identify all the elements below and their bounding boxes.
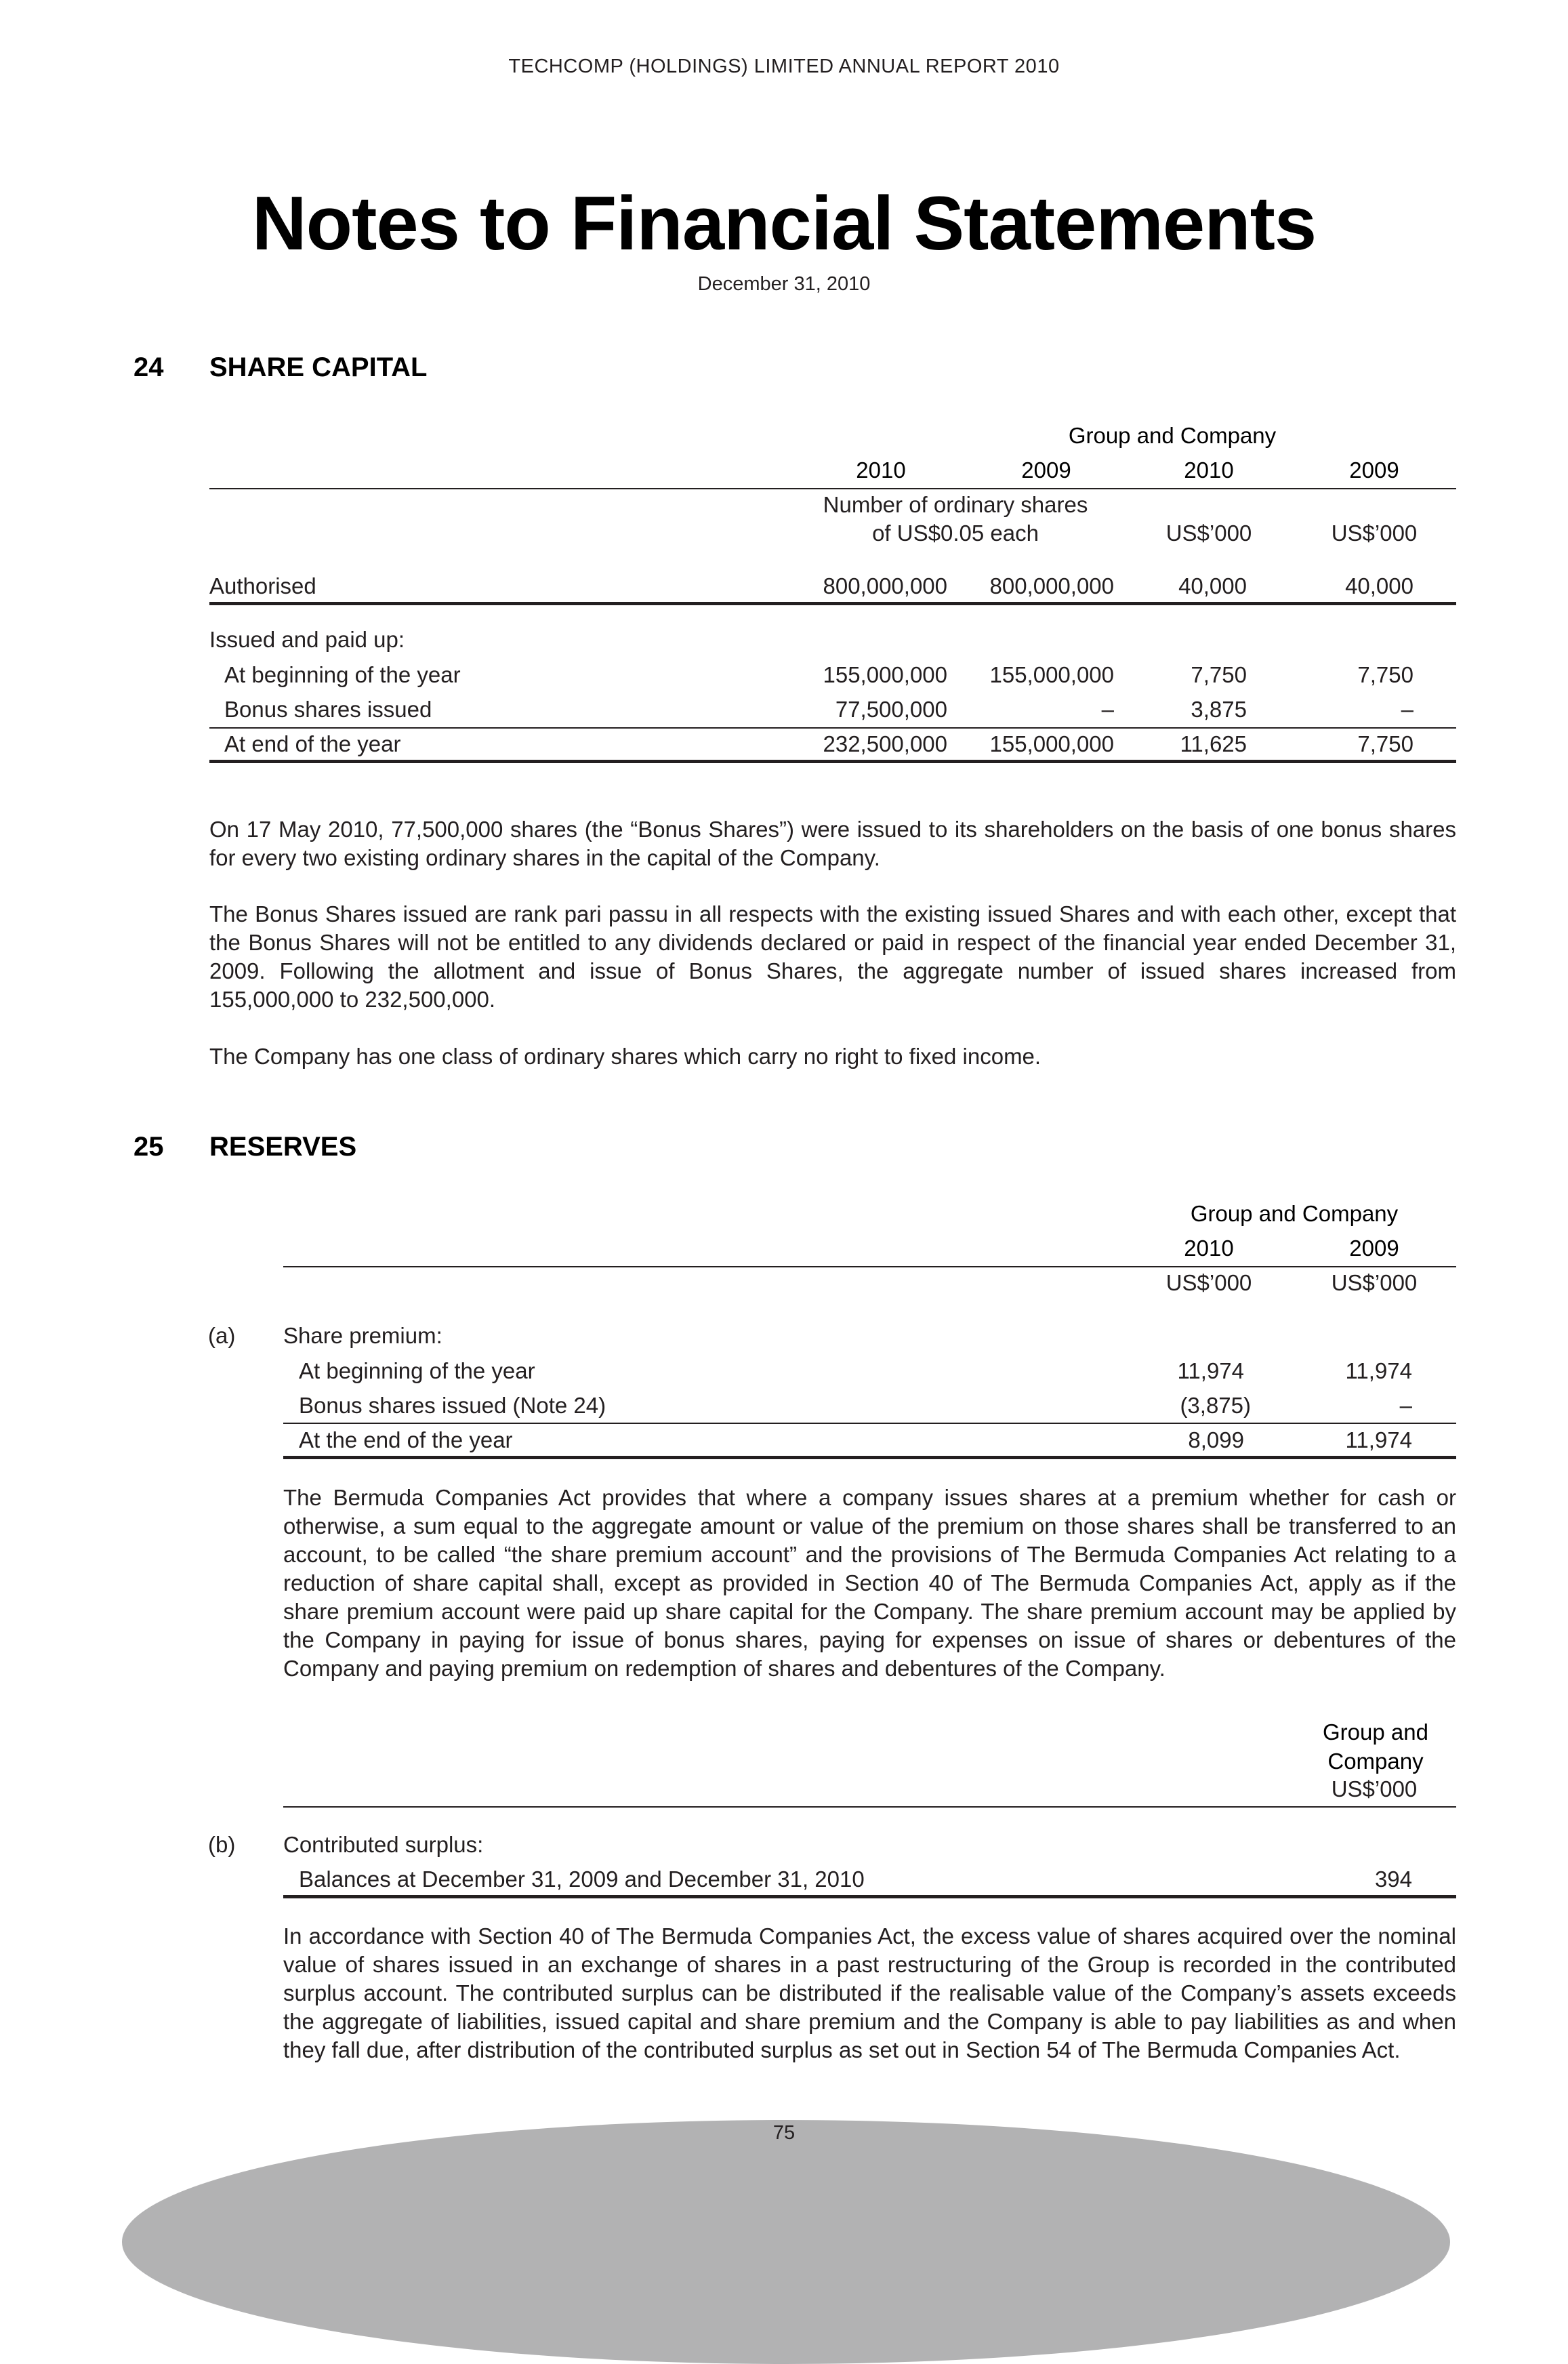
year-header: 2010 — [1184, 1236, 1234, 1261]
table-cell: 11,974 — [1345, 1427, 1412, 1452]
row-label: Bonus shares issued — [224, 697, 432, 722]
table-rule — [283, 1423, 1456, 1424]
table-rule — [283, 1456, 1456, 1459]
table-cell: 11,974 — [1177, 1358, 1244, 1383]
table-rule — [283, 1266, 1456, 1267]
paragraph: The Bonus Shares issued are rank pari passu in all respects with the existing issued Shares and with each other, except that the Bonus Shares will not be entitled to any dividends declared or paid in respect of the financial year ended December 31, 2009. Following the allotment and issue of Bonus Shares, the aggregate number of issued shares increased from 155,000,000 to 232,500,000. — [209, 901, 1456, 1012]
table-cell: 77,500,000 — [835, 697, 947, 722]
unit-label: US$’000 — [1165, 521, 1252, 546]
table-cell: – — [1401, 697, 1414, 722]
paragraph: The Company has one class of ordinary shares which carry no right to fixed income. — [209, 1044, 1041, 1069]
row-label: Issued and paid up: — [209, 627, 405, 652]
row-label: Balances at December 31, 2009 and December 31, 2010 — [299, 1867, 865, 1892]
table-cell: – — [1399, 1393, 1412, 1418]
page-number: 75 — [772, 2122, 796, 2144]
unit-label: US$’000 — [1331, 1270, 1418, 1295]
year-header: 2009 — [1349, 457, 1399, 483]
row-label: At beginning of the year — [299, 1358, 535, 1383]
row-label: At beginning of the year — [224, 662, 461, 687]
unit-label: US$’000 — [1165, 1270, 1252, 1295]
year-header: 2010 — [1184, 457, 1234, 483]
table-rule — [283, 1806, 1456, 1808]
row-label: Authorised — [209, 573, 316, 598]
table-cell: 40,000 — [1345, 573, 1414, 598]
row-label: Share premium: — [283, 1323, 442, 1348]
row-label: Bonus shares issued (Note 24) — [299, 1393, 606, 1418]
group-company-header: Group and Company — [1190, 1201, 1399, 1226]
section-25-title: RESERVES — [209, 1132, 357, 1162]
table-cell: 155,000,000 — [823, 662, 947, 687]
row-label: At end of the year — [224, 731, 401, 756]
table-cell: 7,750 — [1191, 662, 1247, 687]
footer-decoration — [122, 2120, 1450, 2364]
table-cell: 800,000,000 — [989, 573, 1114, 598]
table-cell: 155,000,000 — [989, 731, 1114, 756]
table-cell: 232,500,000 — [823, 731, 947, 756]
paragraph: On 17 May 2010, 77,500,000 shares (the “Bonus Shares”) were issued to its shareholders on the basis of one bonus shares for every two existing ordinary shares in the capital of the Company. — [209, 817, 1456, 870]
table-cell: 11,625 — [1180, 731, 1247, 756]
table-cell: 155,000,000 — [989, 662, 1114, 687]
row-label: At the end of the year — [299, 1427, 513, 1452]
row-label: Contributed surplus: — [283, 1832, 484, 1857]
running-head: TECHCOMP (HOLDINGS) LIMITED ANNUAL REPORT 2010 — [508, 56, 1060, 77]
year-header: 2010 — [856, 457, 906, 483]
item-marker: (a) — [208, 1323, 236, 1348]
table-cell: 40,000 — [1178, 573, 1247, 598]
table-cell: (3,875) — [1180, 1393, 1251, 1418]
table-cell: 394 — [1374, 1867, 1412, 1892]
unit-label: of US$0.05 each — [872, 521, 1039, 546]
section-25-number: 25 — [133, 1132, 164, 1162]
table-cell: 7,750 — [1357, 731, 1414, 756]
table-rule — [209, 727, 1456, 729]
table-cell: 3,875 — [1191, 697, 1247, 722]
table-rule — [209, 760, 1456, 763]
paragraph: The Bermuda Companies Act provides that where a company issues shares at a premium whether for cash or otherwise, a sum equal to the aggregate amount or value of the premium on those shares shall be transferred to an account, to be called “the share premium account” and the provisions of The Bermuda Companies Act relating to a reduction of share capital shall, except as provided in Section 40 of The Bermuda Companies Act, apply as if the share premium account were paid up share capital for the Company. The share premium account may be applied by the Company in paying for issue of bonus shares, paying for expenses on issue of shares or debentures of the Company and paying premium on redemption of shares and debentures of the Company. — [283, 1485, 1456, 1681]
table-cell: 11,974 — [1345, 1358, 1412, 1383]
table-cell: 8,099 — [1188, 1427, 1244, 1452]
group-company-header: Group and Company — [1068, 423, 1277, 448]
page-date: December 31, 2010 — [697, 273, 871, 295]
table-rule — [209, 488, 1456, 489]
unit-label: Number of ordinary shares — [823, 492, 1088, 517]
year-header: 2009 — [1349, 1236, 1399, 1261]
group-company-header: Company — [1327, 1749, 1424, 1774]
section-24-title: SHARE CAPITAL — [209, 352, 428, 382]
table-cell: 7,750 — [1357, 662, 1414, 687]
unit-label: US$’000 — [1331, 1776, 1418, 1801]
table-rule — [209, 602, 1456, 605]
table-cell: – — [1101, 697, 1114, 722]
year-header: 2009 — [1021, 457, 1071, 483]
section-24-number: 24 — [133, 352, 164, 382]
group-company-header: Group and — [1323, 1719, 1428, 1745]
item-marker: (b) — [208, 1832, 236, 1857]
table-cell: 800,000,000 — [823, 573, 947, 598]
table-rule — [283, 1895, 1456, 1898]
page-title: Notes to Financial Statements — [251, 181, 1317, 266]
paragraph: In accordance with Section 40 of The Bermuda Companies Act, the excess value of shares acquired over the nominal value of shares issued in an exchange of shares in a past restructuring of the Group is recorded in the contributed surplus account. The contributed surplus can be distributed if the realisable value of the Company’s assets exceeds the aggregate of liabilities, issued capital and share premium and the Company is able to pay liabilities as and when they fall due, after distribution of the contributed surplus as set out in Section 54 of The Bermuda Companies Act. — [283, 1923, 1456, 2062]
unit-label: US$’000 — [1331, 521, 1418, 546]
